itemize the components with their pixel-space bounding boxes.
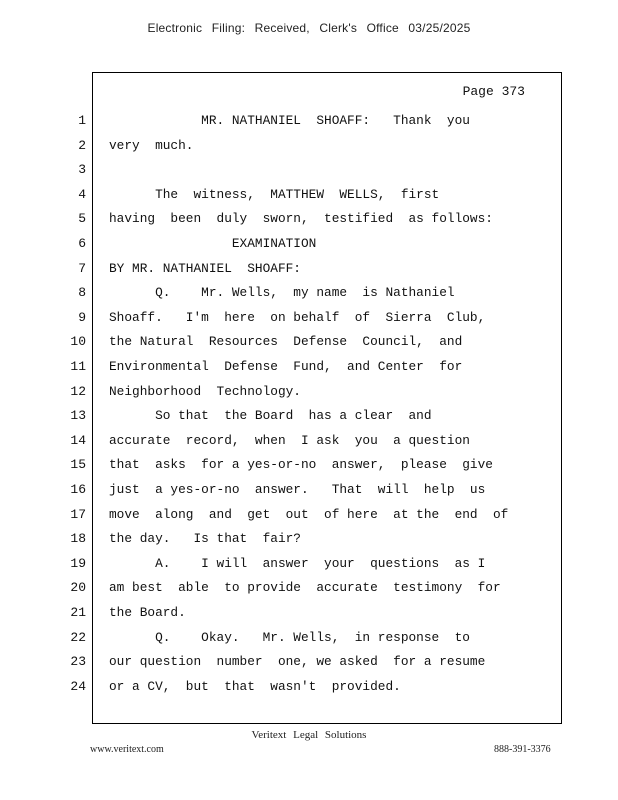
line-number: 10 [70,334,86,350]
line-number: 13 [70,408,86,424]
line-number: 14 [70,432,86,448]
line-number: 4 [78,186,86,202]
line-number: 7 [78,260,86,276]
line-number: 18 [70,531,86,547]
line-number: 2 [78,137,86,153]
line-number: 6 [78,236,86,251]
footer-company: Veritext Legal Solutions [251,729,367,741]
transcript-line: Shoaff. I'm here on behalf of Sierra Club, [109,309,486,325]
footer-website: www.veritext.com [90,744,164,755]
transcript-line: am best able to provide accurate testimony for [109,580,501,596]
transcript-line: Environmental Defense Fund, and Center for [109,359,463,374]
transcript-line: EXAMINATION [109,236,317,251]
transcript-line: the Natural Resources Defense Council, and [109,334,463,350]
transcript-line: very much. [109,137,194,153]
line-number: 15 [70,457,86,473]
transcript-line: Neighborhood Technology. [109,383,301,399]
transcript-line: having been duly sworn, testified as follows: [109,211,493,227]
line-number: 22 [70,629,86,645]
line-number: 23 [70,654,86,670]
line-number: 17 [70,506,86,522]
transcript-line: So that the Board has a clear and [109,408,432,424]
transcript-line: Q. Mr. Wells, my name is Nathaniel [109,285,455,301]
line-number: 19 [70,555,86,571]
line-number: 12 [70,383,86,399]
transcript-line: just a yes-or-no answer. That will help us [109,482,486,497]
transcript-line: BY MR. NATHANIEL SHOAFF: [109,260,301,276]
transcript-line: or a CV, but that wasn't provided. [109,678,401,694]
footer-phone: 888-391-3376 [494,744,551,755]
transcript-line: The witness, MATTHEW WELLS, first [109,186,440,202]
transcript-line: Q. Okay. Mr. Wells, in response to [109,629,470,645]
transcript-line: the day. Is that fair? [109,531,301,547]
transcript-line: accurate record, when I ask you a question [109,432,470,448]
line-number: 1 [78,113,86,128]
line-number: 11 [70,359,86,374]
line-number: 9 [78,309,86,325]
line-number: 5 [78,211,86,227]
line-number: 21 [70,605,86,620]
line-number: 16 [70,482,86,497]
page-number: Page 373 [462,84,525,99]
filing-stamp-header: Electronic Filing: Received, Clerk's Office 03/25/2025 [147,21,471,35]
line-number: 3 [78,162,86,178]
transcript-line: A. I will answer your questions as I [109,555,486,571]
transcript-line: that asks for a yes-or-no answer, please give [109,457,493,473]
transcript-line: move along and get out of here at the end of [109,506,509,522]
line-number: 24 [70,678,86,694]
transcript-line: the Board. [109,605,186,620]
line-number: 20 [70,580,86,596]
transcript-line: MR. NATHANIEL SHOAFF: Thank you [109,113,470,128]
transcript-line: our question number one, we asked for a resume [109,654,486,670]
line-number: 8 [78,285,86,301]
